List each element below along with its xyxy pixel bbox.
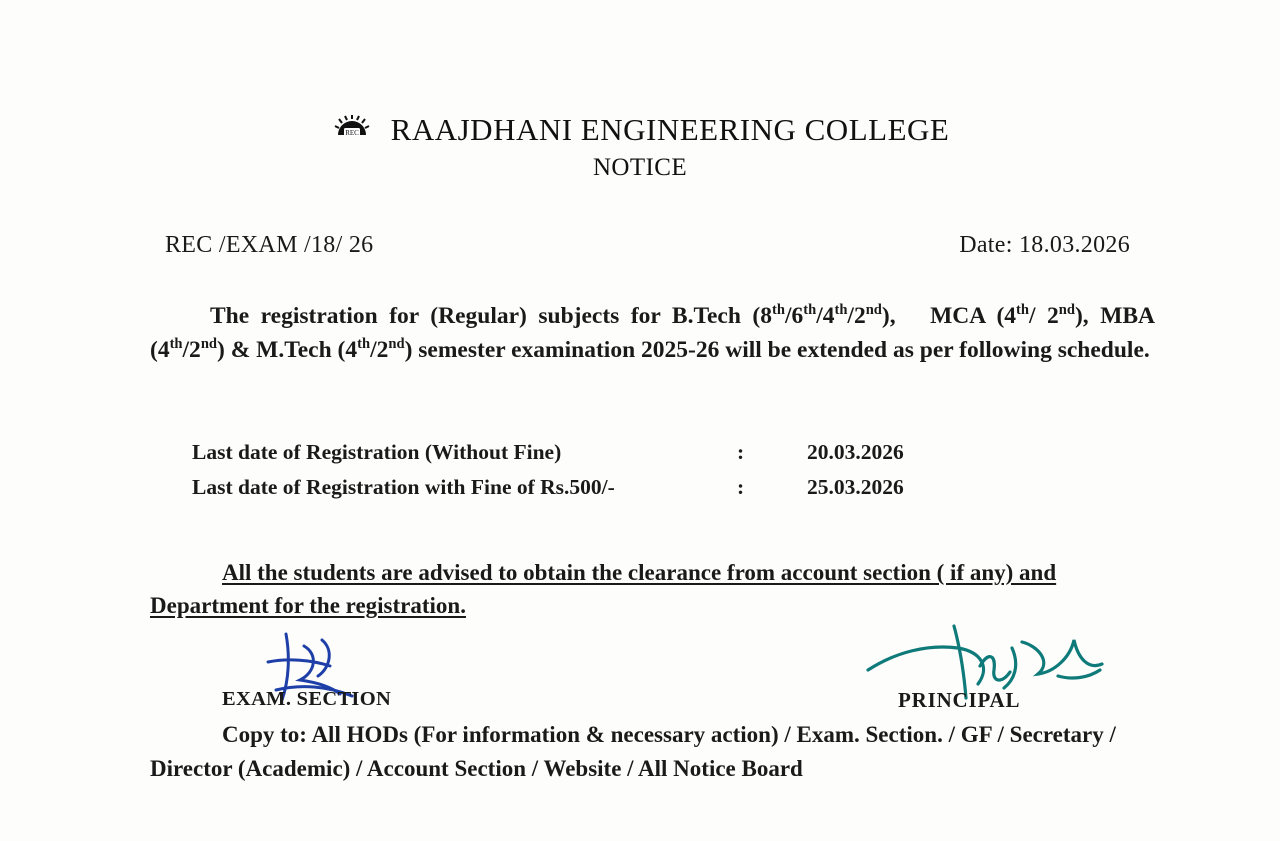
table-row	[192, 473, 904, 508]
document-type: NOTICE	[592, 154, 688, 181]
exam-section-label: EXAM. SECTION	[222, 688, 392, 710]
schedule-value: 25.03.2026	[807, 475, 904, 499]
schedule-separator: :	[737, 440, 745, 464]
notice-date: Date: 18.03.2026	[959, 232, 1130, 258]
principal-label: PRINCIPAL	[898, 688, 1021, 712]
schedule-label: Last date of Registration with Fine of Rs.500/-	[192, 475, 615, 499]
gear-emblem-icon	[331, 115, 373, 145]
copy-to-block: Copy to: All HODs (For information & necessary action) / Exam. Section. / GF / Secretary / Director (Academic) / Account Section / Website / All Notice Board	[150, 722, 1116, 782]
advisory-note	[150, 556, 1160, 623]
table-row	[192, 438, 904, 473]
document-header	[0, 112, 1280, 182]
title-row	[0, 112, 1280, 148]
college-name: RAAJDHANI ENGINEERING COLLEGE	[390, 112, 950, 147]
svg-text:REC: REC	[344, 129, 359, 137]
schedule-label: Last date of Registration (Without Fine)	[192, 440, 562, 464]
schedule-separator: :	[737, 475, 745, 499]
schedule-value: 20.03.2026	[807, 440, 904, 464]
schedule-table	[192, 438, 904, 508]
notice-body-paragraph: The registration for (Regular) subjects for B.Tech (8th/6th/4th/2nd), MCA (4th/ 2nd), MBA (4th/2nd) & M.Tech (4th/2nd) semester examination 2025-26 will be extended as per following schedule.	[150, 302, 1156, 363]
reference-line	[165, 232, 1130, 259]
reference-number: REC /EXAM /18/ 26	[165, 232, 374, 258]
advisory-text: All the students are advised to obtain the clearance from account section ( if any) and Department for the registration.	[150, 560, 1057, 619]
